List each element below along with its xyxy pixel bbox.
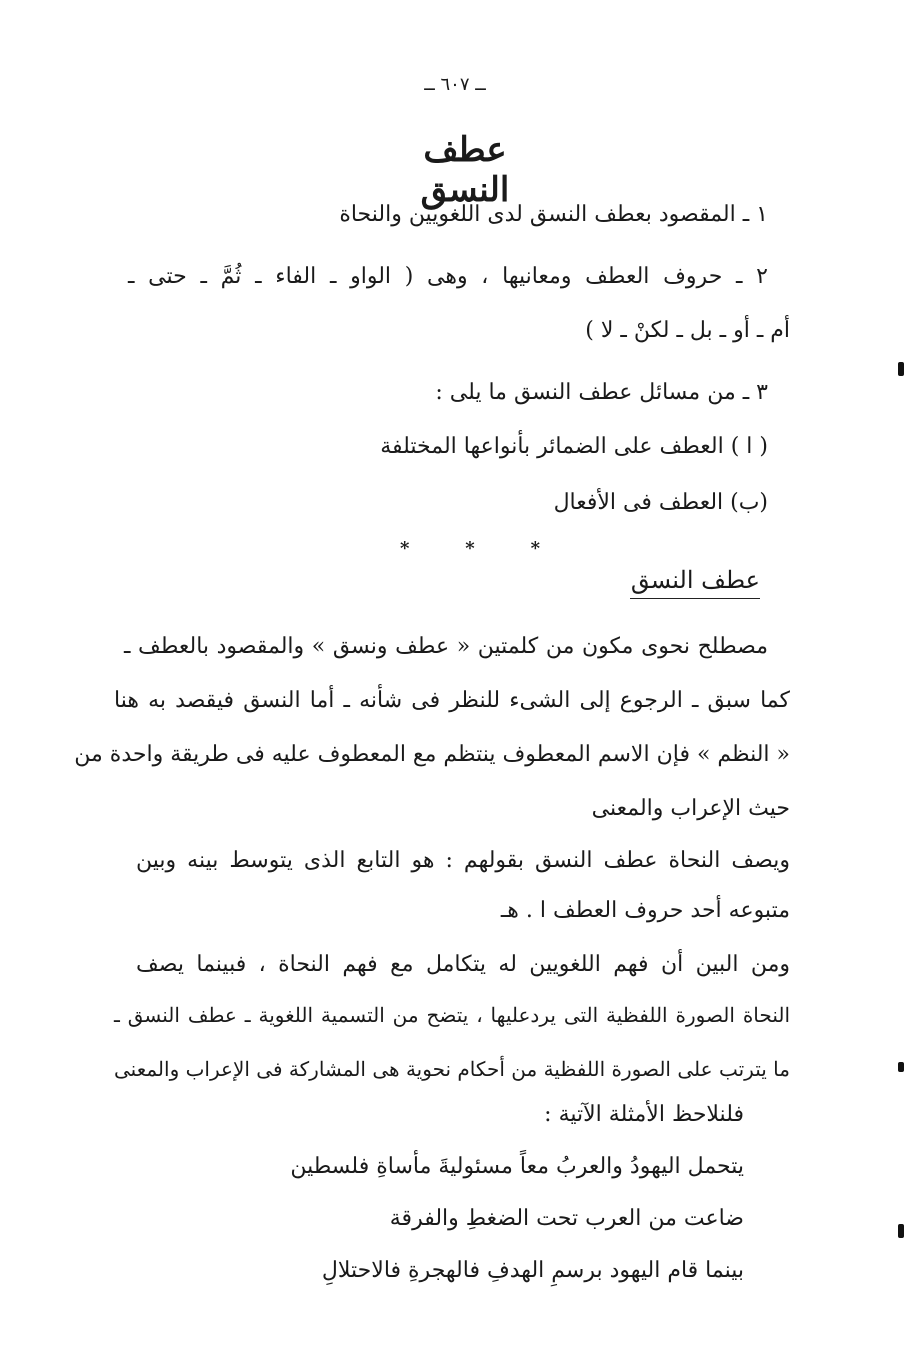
examples-intro: فلنلاحظ الأمثلة الآتية : [544, 1102, 744, 1127]
section-separator [400, 538, 540, 559]
paragraph-1-line-2: كما سبق ـ الرجوع إلى الشىء للنظر فى شأنه ـ أما النسق فيقصد به هنا [114, 688, 790, 713]
page-number: ــ ٦٠٧ ــ [424, 74, 486, 95]
paragraph-2-line-2: متبوعه أحد حروف العطف ا . هـ [500, 898, 790, 923]
outline-item-3a: ( ا ) العطف على الضمائر بأنواعها المختلفة [380, 434, 768, 459]
outline-item-1: ١ ـ المقصود بعطف النسق لدى اللغويين والنحاة [339, 202, 768, 227]
page-title: عطف النسق [420, 130, 510, 210]
paragraph-3-line-3: ما يترتب على الصورة اللفظية من أحكام نحوية هى المشاركة فى الإعراب والمعنى [114, 1057, 790, 1081]
section-heading: عطف النسق [630, 566, 760, 599]
paragraph-1-line-3: « النظم » فإن الاسم المعطوف ينتظم مع المعطوف عليه فى طريقة واحدة من [74, 742, 790, 767]
example-1: يتحمل اليهودُ والعربُ معاً مسئوليةَ مأساةِ فلسطين [290, 1154, 744, 1179]
paragraph-3-line-2: النحاة الصورة اللفظية التى يردعليها ، يتضح من التسمية اللغوية ـ عطف النسق ـ [114, 1003, 790, 1027]
separator-star: * [465, 538, 475, 559]
scan-edge-mark [898, 1224, 904, 1238]
paragraph-1-line-1: مصطلح نحوى مكون من كلمتين « عطف ونسق » والمقصود بالعطف ـ [124, 634, 768, 659]
paragraph-1-line-4: حيث الإعراب والمعنى [591, 796, 790, 821]
separator-star: * [530, 538, 540, 559]
separator-star: * [400, 538, 410, 559]
paragraph-2-line-1: ويصف النحاة عطف النسق بقولهم : هو التابع الذى يتوسط بينه وبين [136, 848, 790, 873]
example-3: بينما قام اليهود برسمِ الهدفِ فالهجرةِ فالاحتلالِ [321, 1258, 744, 1283]
outline-item-3b: (ب) العطف فى الأفعال [553, 490, 768, 515]
outline-item-2-line-2: أم ـ أو ـ بل ـ لكنْ ـ لا ) [585, 318, 790, 343]
scan-edge-mark [898, 1062, 904, 1072]
example-2: ضاعت من العرب تحت الضغطِ والفرقة [389, 1206, 744, 1231]
paragraph-3-line-1: ومن البين أن فهم اللغويين له يتكامل مع فهم النحاة ، فبينما يصف [136, 952, 790, 977]
outline-item-3: ٣ ـ من مسائل عطف النسق ما يلى : [435, 380, 768, 405]
scan-edge-mark [898, 362, 904, 376]
outline-item-2-line-1: ٢ ـ حروف العطف ومعانيها ، وهى ( الواو ـ الفاء ـ ثُمَّ ـ حتى ـ [128, 264, 768, 289]
